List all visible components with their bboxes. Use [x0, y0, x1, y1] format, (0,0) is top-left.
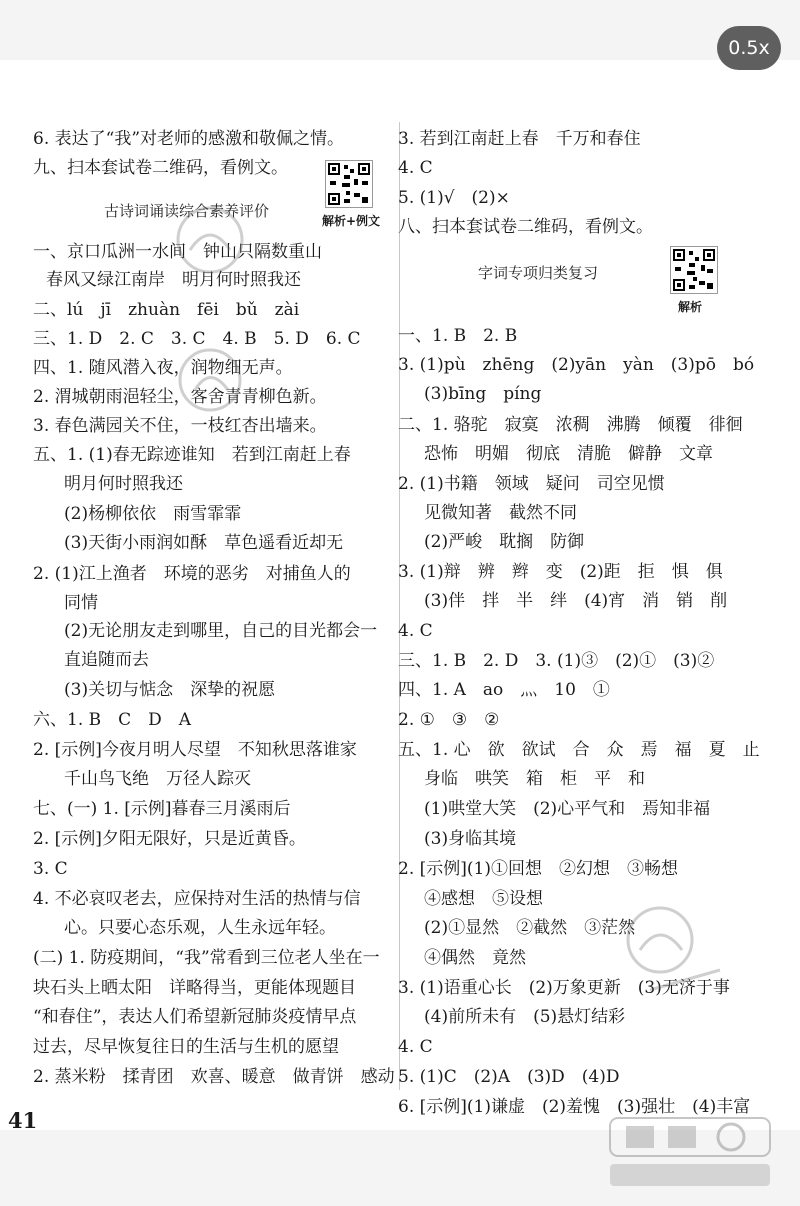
answer-line: 同情	[64, 593, 98, 613]
answer-line: 九、扫本套试卷二维码，看例文。	[33, 158, 288, 178]
answer-line: 2. (1)江上渔者 环境的恶劣 对捕鱼人的	[33, 564, 351, 584]
answer-line: 直追随而去	[64, 650, 149, 670]
qr-label: 解析+例文	[322, 214, 381, 228]
answer-line: (4)前所未有 (5)悬灯结彩	[424, 1007, 626, 1027]
answer-line: 恐怖 明媚 彻底 清脆 僻静 文章	[424, 444, 713, 464]
answer-line: 五、1. (1)春无踪迹谁知 若到江南赶上春	[33, 445, 351, 465]
answer-line: 3. (1)语重心长 (2)万象更新 (3)无济于事	[398, 978, 730, 998]
answer-line: 3. 春色满园关不住，一枝红杏出墙来。	[33, 416, 327, 436]
answer-line: 块石头上晒太阳 详略得当，更能体现题目	[33, 978, 356, 998]
section-title: 字词专项归类复习	[478, 264, 599, 282]
answer-line: 2. 渭城朝雨浥轻尘，客舍青青柳色新。	[33, 387, 327, 407]
column-divider	[399, 122, 400, 1090]
answer-line: 4. 不必哀叹老去，应保持对生活的热情与信	[33, 889, 361, 909]
answer-line: 3. C	[33, 859, 68, 879]
answer-line: (2)杨柳依依 雨雪霏霏	[64, 504, 242, 524]
answer-line: (1)哄堂大笑 (2)心平气和 焉知非福	[424, 799, 711, 819]
answer-line: 2. [示例]夕阳无限好，只是近黄昏。	[33, 829, 306, 849]
answer-line: 4. C	[398, 1037, 433, 1057]
zoom-level-badge[interactable]: 0.5x	[717, 26, 781, 70]
answer-line: 2. [示例]今夜月明人尽望 不知秋思落谁家	[33, 740, 357, 760]
answer-line: 三、1. B 2. D 3. (1)③ (2)① (3)②	[398, 651, 715, 671]
answer-line: 5. (1)√ (2)×	[398, 188, 510, 208]
site-watermark-logo	[606, 1112, 776, 1192]
answer-line: (3)身临其境	[424, 829, 517, 849]
answer-line: (3)伴 拌 半 绊 (4)宵 消 销 削	[424, 591, 728, 611]
answer-line: (2)①显然 ②截然 ③茫然	[424, 918, 636, 938]
answer-line: (3)关切与惦念 深挚的祝愿	[64, 680, 276, 700]
answer-line: 三、1. D 2. C 3. C 4. B 5. D 6. C	[33, 329, 361, 349]
answer-line: 见微知著 截然不同	[424, 503, 577, 523]
answer-line: 八、扫本套试卷二维码，看例文。	[398, 217, 653, 237]
answer-line: (2)严峻 耽搁 防御	[424, 532, 585, 552]
answer-line: 2. (1)书籍 领域 疑问 司空见惯	[398, 474, 665, 494]
answer-line: (3)天街小雨润如酥 草色遥看近却无	[64, 533, 344, 553]
answer-line: 6. [示例](1)谦虚 (2)羞愧 (3)强壮 (4)丰富	[398, 1097, 751, 1117]
qr-label: 解析	[678, 300, 703, 314]
answer-line: 五、1. 心 欲 欲试 合 众 焉 福 夏 止	[398, 740, 760, 760]
answer-line: “和春住”，表达人们希望新冠肺炎疫情早点	[33, 1007, 357, 1027]
answer-line: 3. 若到江南赶上春 千万和春住	[398, 129, 641, 149]
answer-line: ④感想 ⑤设想	[424, 889, 543, 909]
answer-line: 6. 表达了“我”对老师的感激和敬佩之情。	[33, 129, 345, 149]
answer-line: 4. C	[398, 158, 433, 178]
answer-line: 二、lú jī zhuàn fēi bǔ zài	[33, 300, 300, 320]
answer-line: ④偶然 竟然	[424, 948, 526, 968]
qr-code-icon	[670, 246, 718, 294]
answer-line: 心。只要心态乐观，人生永远年轻。	[64, 918, 336, 938]
answer-line: 身临 哄笑 箱 柜 平 和	[424, 769, 645, 789]
watermark-stamp-icon	[610, 900, 740, 1020]
watermark-stamp-icon	[150, 190, 320, 450]
answer-line: 过去，尽早恢复往日的生活与生机的愿望	[33, 1037, 339, 1057]
page-number: 41	[8, 1108, 38, 1133]
answer-line: 二、1. 骆驼 寂寞 浓稠 沸腾 倾覆 徘徊	[398, 415, 743, 435]
answer-line: 春风又绿江南岸 明月何时照我还	[46, 270, 301, 290]
answer-line: 5. (1)C (2)A (3)D (4)D	[398, 1067, 620, 1087]
answer-line: 六、1. B C D A	[33, 710, 192, 730]
answer-line: 七、(一) 1. [示例]暮春三月溪雨后	[33, 799, 291, 819]
answer-line: 千山鸟飞绝 万径人踪灭	[64, 769, 251, 789]
answer-line: 明月何时照我还	[64, 474, 183, 494]
answer-line: 3. (1)辩 辨 辫 变 (2)距 拒 惧 俱	[398, 562, 723, 582]
answer-line: 2. [示例](1)①回想 ②幻想 ③畅想	[398, 859, 678, 879]
answer-line: (3)bīng píng	[424, 384, 542, 404]
answer-line: 一、1. B 2. B	[398, 326, 518, 346]
answer-line: 3. (1)pù zhēng (2)yān yàn (3)pō bó	[398, 355, 755, 375]
answer-line: (2)无论朋友走到哪里，自己的目光都会一	[64, 621, 378, 641]
answer-line: 四、1. A ao 灬 10 ①	[398, 680, 610, 700]
answer-line: 2. 蒸米粉 揉青团 欢喜、暖意 做青饼 感动	[33, 1067, 395, 1087]
answer-line: 四、1. 随风潜入夜，润物细无声。	[33, 358, 293, 378]
answer-line: 一、京口瓜洲一水间 钟山只隔数重山	[33, 242, 322, 262]
answer-line: 4. C	[398, 621, 433, 641]
answer-line: (二) 1. 防疫期间，“我”常看到三位老人坐在一	[33, 948, 380, 968]
answer-line: 2. ① ③ ②	[398, 710, 500, 730]
qr-code-icon	[325, 160, 373, 208]
section-title: 古诗词诵读综合素养评价	[104, 202, 270, 220]
